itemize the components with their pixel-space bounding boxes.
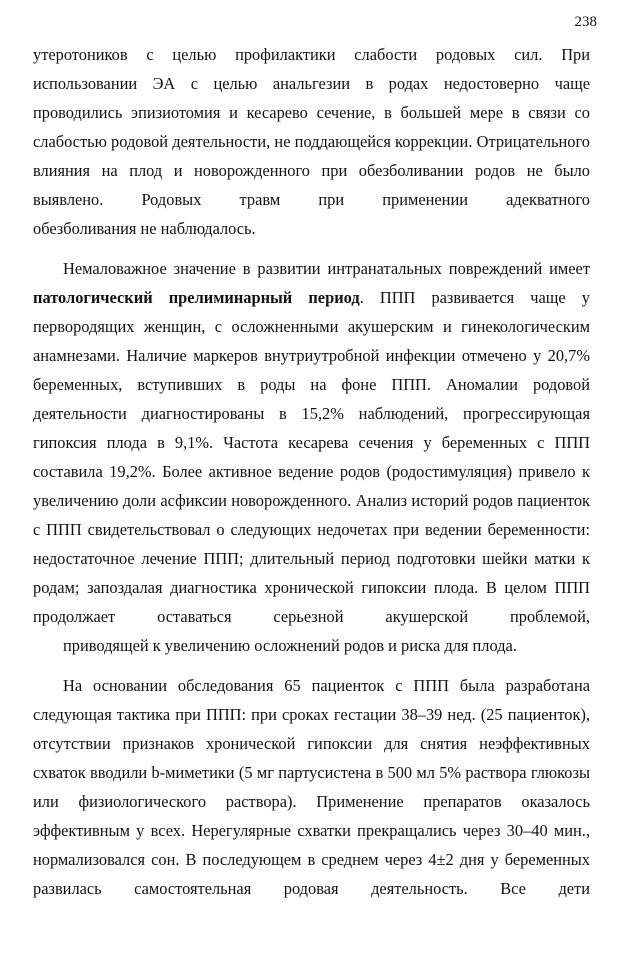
- paragraph-1-last-line: обезболивания не наблюдалось.: [33, 219, 256, 238]
- paragraph-2-text: . ППП развивается чаще у первородящих женщин, с осложненными акушерским и гинекологическим анамнезами. Наличие маркеров внутриутробной инфекции отмечено у 20,7% беременных, вступивших в роды на фоне ППП. Аномалии родовой деятельности диагностированы в 15,2% наблюдений, прогрессирующая гипоксия плода в 9,1%. Частота кесарева сечения у беременных с ППП составила 19,2%. Более активное ведение родов (родостимуляция) привело к увеличению доли асфиксии новорожденного. Анализ историй родов пациенток с ППП свидетельствовал о следующих недочетах при ведении беременности: недостаточное лечение ППП; длительный период подготовки шейки матки к родам; запоздалая диагностика хронической гипоксии плода. В целом ППП продолжает оставаться серьезной акушерской проблемой,: [33, 288, 590, 626]
- paragraph-3-text: На основании обследования 65 пациенток с ППП была разработана следующая тактика при ППП: при сроках гестации 38–39 нед. (25 пациенток), отсутствии признаков хронической гипоксии для снятия неэффективных схваток вводили b-миметики (5 мг партусистена в 500 мл 5% раствора глюкозы или физиологического раствора). Применение препаратов оказалось эффективным у всех. Нерегулярные схватки прекращались через 30–40 мин., нормализовался сон. В последующем в среднем через 4±2 дня у беременных развилась самостоятельная родовая деятельность. Все дети: [33, 676, 590, 898]
- paragraph-2-last-line: приводящей к увеличению осложнений родов и риска для плода.: [63, 636, 517, 655]
- page-number: 238: [574, 14, 597, 30]
- paragraph-1-text: утеротоников с целью профилактики слабости родовых сил. При использовании ЭА с целью анальгезии в родах недостоверно чаще проводились эпизиотомия и кесарево сечение, в большей мере в связи со слабостью родовой деятельности, не поддающейся коррекции. Отрицательного влияния на плод и новорожденного при обезболивании родов не было выявлено. Родовых травм при применении адекватного: [33, 45, 590, 209]
- paragraph-2: [33, 254, 590, 660]
- page-body: [33, 40, 590, 914]
- paragraph-2-lead: Немаловажное значение в развитии интранатальных повреждений имеет: [63, 259, 590, 278]
- paragraph-3: [33, 671, 590, 903]
- paragraph-2-bold-term: патологический прелиминарный период: [33, 288, 360, 307]
- paragraph-1: [33, 40, 590, 243]
